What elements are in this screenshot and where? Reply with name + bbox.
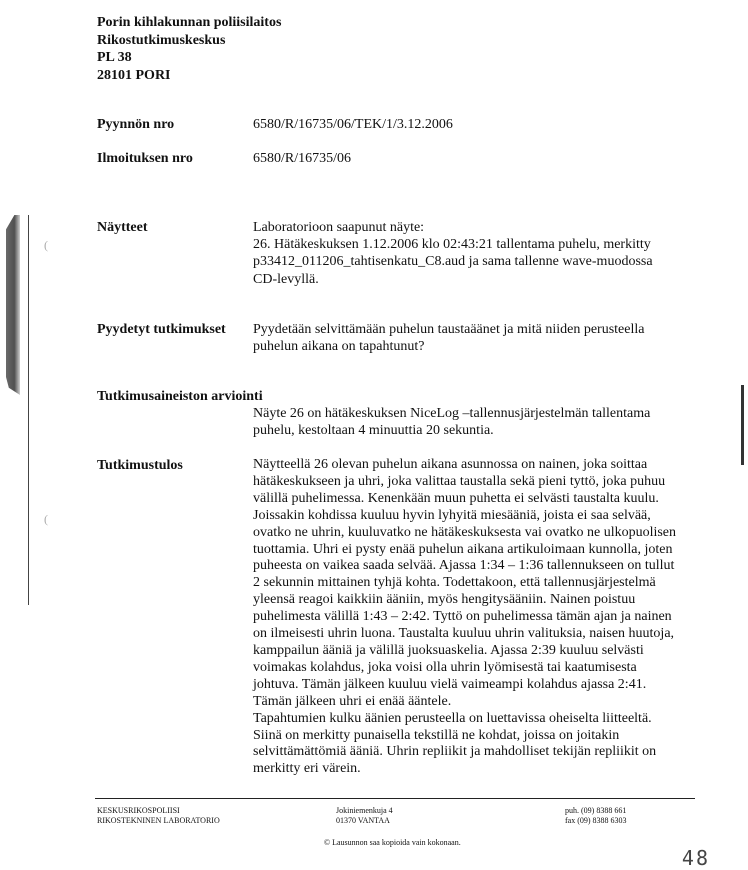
footer-fax: fax (09) 8388 6303: [565, 816, 627, 825]
text-line: johtuva. Tämän jälkeen kuuluu vielä vaimeampi kolahdus ajassa 2:41.: [253, 676, 647, 692]
scan-edge-shadow: [6, 215, 20, 395]
footer-street: Jokiniemenkuja 4: [336, 806, 393, 815]
samples-text: [253, 219, 653, 288]
text-line: Tämän jälkeen uhri ei enää ääntele.: [253, 693, 452, 709]
scan-mark: (: [44, 512, 48, 526]
text-line: hätäkeskukseen ja uhri, joka valittaa taustalla sekä pieni tyttö, joka puhuu: [253, 473, 666, 489]
address-line: Rikostutkimuskeskus: [97, 32, 226, 48]
text-line: Pyydetään selvittämään puhelun taustaäänet ja mitä niiden perusteella: [253, 322, 645, 337]
text-line: 2 sekunnin mittainen tyhjä kohta. Todettakoon, että tallennusjärjestelmä: [253, 575, 656, 591]
text-line: ovatko ne uhrin, kuuluvatko ne hätäkeskuksesta vai ovatko ne ulkopuolisen: [253, 524, 677, 540]
address-line: 28101 PORI: [97, 67, 171, 83]
text-line: puhelimesta välillä 1:43 – 2:42. Tyttö on puhelimessa tämän ajan ja nainen: [253, 609, 672, 625]
text-line: selvittämättömiä ääniä. Uhrin repliikit ja mahdolliset tekijän repliikit on: [253, 744, 657, 760]
scan-mark: (: [44, 238, 48, 252]
text-line: välillä puhelimessa. Kenenkään muun puhetta ei selvästi taustalta kuulu.: [253, 490, 659, 506]
result-text: [253, 457, 713, 778]
text-line: p33412_011206_tahtisenkatu_C8.aud ja sama tallenne wave-muodossa: [253, 254, 653, 270]
footer-organization: [97, 806, 220, 826]
footer-address: [336, 806, 393, 826]
footer-contact: [565, 806, 627, 826]
text-line: yleensä reagoi kaikkiin ääniin, myös hengitysääniin. Nainen poistuu: [253, 592, 636, 608]
footer-divider: [95, 798, 695, 799]
scan-edge-line: [741, 385, 744, 465]
text-line: 26. Hätäkeskuksen 1.12.2006 klo 02:43:21 tallentama puhelu, merkitty: [253, 237, 651, 253]
address-line: PL 38: [97, 50, 132, 65]
text-line: merkitty eri värein.: [253, 761, 361, 777]
page-number: 48: [681, 846, 710, 870]
text-line: puhelun aikana on tapahtunut?: [253, 339, 425, 355]
request-number-value: 6580/R/16735/06/TEK/1/3.12.2006: [253, 117, 453, 132]
request-number-label: Pyynnön nro: [97, 117, 175, 132]
text-line: puhelu, kestoltaan 4 minuuttia 20 sekuntia.: [253, 423, 494, 439]
text-line: Näytteellä 26 olevan puhelun aikana asunnossa on nainen, joka soittaa: [253, 457, 648, 472]
scan-margin-line: [28, 215, 29, 605]
footer-phone: puh. (09) 8388 661: [565, 806, 627, 815]
text-line: Tapahtumien kulku äänien perusteella on luettavissa oheiselta liitteeltä.: [253, 710, 652, 726]
footer-org-line: KESKUSRIKOSPOLIISI: [97, 806, 180, 815]
sender-address: [97, 14, 281, 84]
text-line: on ilmeisesti uhrin luona. Taustalta kuuluu uhrin valituksia, naisen huutoja,: [253, 626, 675, 642]
result-label: Tutkimustulos: [97, 458, 183, 473]
samples-label: Näytteet: [97, 220, 148, 235]
text-line: Joissakin kohdissa kuuluu hyvin lyhyitä miesääniä, joista ei saa selvää,: [253, 507, 651, 523]
text-line: kamppailun ääniä ja välillä juoksuaskelia. Ajassa 2:39 kuuluu selvästi: [253, 642, 644, 658]
material-assessment-label: Tutkimusaineiston arviointi: [97, 389, 263, 404]
footer-copyright: © Lausunnon saa kopioida vain kokonaan.: [324, 838, 461, 847]
text-line: Siinä on merkitty punaisella tekstillä ne kohdat, joissa on joitakin: [253, 727, 620, 743]
requested-studies-label: Pyydetyt tutkimukset: [97, 322, 226, 337]
address-line: Porin kihlakunnan poliisilaitos: [97, 15, 282, 30]
text-line: puheesta on vaikea saada selvää. Ajassa 1:34 – 1:36 tallennukseen on tullut: [253, 558, 675, 574]
notification-number-label: Ilmoituksen nro: [97, 151, 193, 166]
requested-studies-text: [253, 321, 644, 355]
footer-org-line: RIKOSTEKNINEN LABORATORIO: [97, 816, 220, 825]
material-assessment-text: [253, 405, 650, 439]
text-line: Näyte 26 on hätäkeskuksen NiceLog –tallennusjärjestelmän tallentama: [253, 406, 651, 421]
notification-number-value: 6580/R/16735/06: [253, 151, 352, 166]
footer-postal: 01370 VANTAA: [336, 816, 390, 825]
text-line: CD-levyllä.: [253, 271, 319, 287]
text-line: tuottamia. Uhri ei pysty enää puhelun aikana artikuloimaan kunnolla, joten: [253, 541, 673, 557]
text-line: Laboratorioon saapunut näyte:: [253, 220, 425, 235]
text-line: voimakas kolahdus, joka voisi olla uhrin lyömisestä tai kaatumisesta: [253, 659, 637, 675]
